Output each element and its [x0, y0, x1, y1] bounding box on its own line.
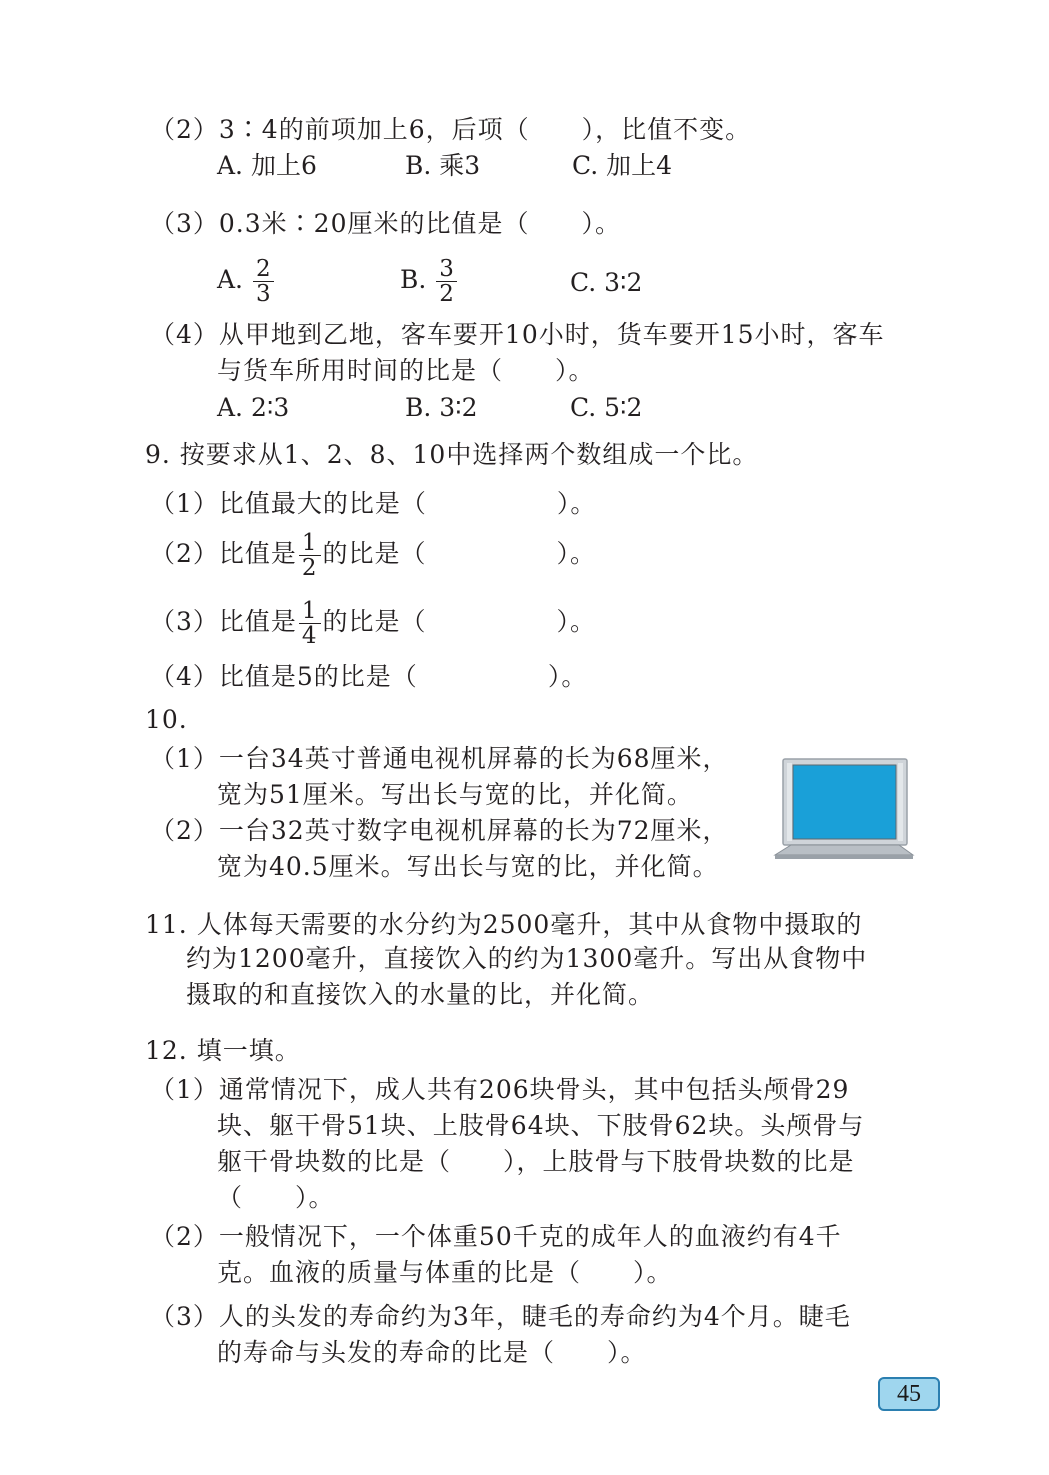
q8-part2-option-a: A. 加上6: [217, 151, 317, 180]
fraction-numerator: 1: [299, 599, 321, 624]
q12-title: 12. 填一填。: [145, 1036, 301, 1065]
q12-part3-line2: 的寿命与头发的寿命的比是（ ）。: [217, 1338, 647, 1367]
fraction-denominator: 2: [301, 555, 318, 581]
page-number: 45: [878, 1377, 940, 1411]
q8-part4-line2: 与货车所用时间的比是（ ）。: [217, 356, 595, 385]
q12-part3-line1: （3）人的头发的寿命约为3年，睫毛的寿命约为4个月。睫毛: [150, 1302, 851, 1331]
q12-part1-line1: （1）通常情况下，成人共有206块骨头，其中包括头颅骨29: [150, 1075, 850, 1104]
q9-part4: （4）比值是5的比是（ ）。: [150, 662, 588, 691]
q11-line1: 11. 人体每天需要的水分约为2500毫升，其中从食物中摄取的: [145, 910, 863, 939]
q11-line2: 约为1200毫升，直接饮入的约为1300毫升。写出从食物中: [186, 944, 868, 973]
q8-part4-line1: （4）从甲地到乙地，客车要开10小时，货车要开15小时，客车: [150, 320, 885, 349]
q9-part3-prefix: （3）比值是: [150, 607, 297, 636]
q8-part2-option-c: C. 加上4: [572, 151, 673, 180]
q9-part2-suffix: 的比是（ ）。: [322, 539, 597, 568]
fraction-numerator: 2: [253, 257, 274, 282]
q9-part3: [150, 599, 596, 648]
q9-part2-prefix: （2）比值是: [150, 539, 297, 568]
q8-part4-option-a: A. 2∶3: [217, 393, 290, 422]
q12-part1-line2: 块、躯干骨51块、上肢骨64块、下肢骨62块。头颅骨与: [217, 1111, 865, 1140]
q10-part2-line1: （2）一台32英寸数字电视机屏幕的长为72厘米，: [150, 816, 729, 845]
fraction-two-thirds: [253, 257, 274, 306]
option-b-label: B.: [400, 265, 427, 294]
q8-part3-option-c: C. 3∶2: [570, 268, 643, 297]
q9-title: 9. 按要求从1、2、8、10中选择两个数组成一个比。: [145, 440, 759, 469]
q12-part2-line2: 克。血液的质量与体重的比是（ ）。: [217, 1258, 673, 1287]
fraction-denominator: 3: [255, 281, 271, 307]
q10-part1-line1: （1）一台34英寸普通电视机屏幕的长为68厘米，: [150, 744, 729, 773]
fraction-denominator: 4: [301, 623, 318, 649]
q11-line3: 摄取的和直接饮入的水量的比，并化简。: [186, 980, 655, 1009]
q8-part3-text: （3）0.3米∶20厘米的比值是（ ）。: [150, 209, 621, 238]
q12-part1-line3: 躯干骨块数的比是（ ），上肢骨与下肢骨块数的比是: [217, 1147, 855, 1176]
q8-part4-option-b: B. 3∶2: [405, 393, 478, 422]
q12-part2-line1: （2）一般情况下，一个体重50千克的成年人的血液约有4千: [150, 1222, 842, 1251]
television-icon: [773, 757, 915, 861]
fraction-numerator: 3: [436, 257, 457, 282]
fraction-one-half: [299, 531, 321, 580]
fraction-three-halves: [436, 257, 457, 306]
q9-part1: （1）比值最大的比是（ ）。: [150, 489, 597, 518]
fraction-one-quarter: [299, 599, 321, 648]
q10-part1-line2: 宽为51厘米。写出长与宽的比，并化简。: [217, 780, 693, 809]
q8-part3-option-b: [400, 257, 459, 306]
q10-title: 10.: [145, 705, 188, 734]
q10-part2-line2: 宽为40.5厘米。写出长与宽的比，并化简。: [217, 852, 719, 881]
fraction-numerator: 1: [299, 531, 321, 556]
q8-part2-text: （2）3∶4的前项加上6，后项（ ），比值不变。: [150, 115, 752, 144]
q9-part3-suffix: 的比是（ ）。: [322, 607, 597, 636]
q8-part2-option-b: B. 乘3: [405, 151, 481, 180]
q8-part4-option-c: C. 5∶2: [570, 393, 643, 422]
q12-part1-line4: （ ）。: [217, 1183, 335, 1212]
q9-part2: [150, 531, 596, 580]
fraction-denominator: 2: [439, 281, 454, 307]
q8-part3-option-a: [217, 257, 276, 306]
option-a-label: A.: [217, 265, 244, 294]
